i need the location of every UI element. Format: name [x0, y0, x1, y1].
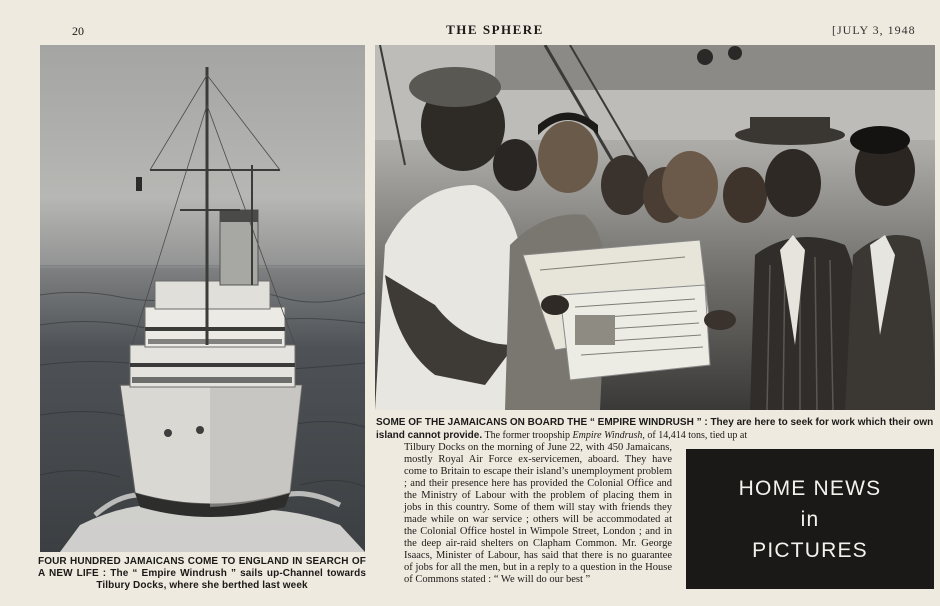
page-number: 20 [72, 24, 84, 38]
home-news-line3: PICTURES [752, 538, 868, 562]
home-news-panel [686, 449, 934, 589]
caption-headline: SOME OF THE JAMAICANS ON BOARD THE “ EMPIRE WINDRUSH ” : They are here to seek for work which their own island cannot provide. [376, 417, 934, 441]
issue-date: [JULY 3, 1948 [832, 23, 916, 37]
home-news-line1: HOME NEWS [738, 476, 882, 500]
passengers-caption-headline [376, 416, 936, 442]
caption-intro: The former troopship [482, 430, 573, 441]
masthead: THE SPHERE [446, 22, 544, 37]
caption-intro-end: , of 14,414 tons, tied up at [642, 430, 748, 441]
home-news-line2: in [800, 507, 820, 531]
ship-photo [40, 45, 365, 552]
page-header [0, 0, 940, 40]
passengers-photo [375, 45, 935, 410]
caption-ship-name: Empire Windrush [572, 430, 643, 441]
passengers-caption-body: Tilbury Docks on the morning of June 22, with 450 Jamaicans, mostly Royal Air Force ex-servicemen, aboard. They have come to Britain to escape their island’s unemployment problem ; and their presence here has provided the Colonial Office and the Ministry of Labour with the problem of placing them in jobs in this country. Some of them will stay with friends they made while on war service ; others will be accommodated at the Colonial Office hostel in Wimpole Street, London ; and in the deep air-raid shelters on Clapham Common. Mr. George Isaacs, Minister of Labour, has said that there is no guarantee of jobs for all the men, but in a reply to a question in the House of Commons stated : “ We will do our best ” [404, 442, 672, 585]
ship-caption: FOUR HUNDRED JAMAICANS COME TO ENGLAND IN SEARCH OF A NEW LIFE : The “ Empire Windrush ” sails up-Channel towards Tilbury Docks, where she berthed last week [38, 556, 366, 591]
